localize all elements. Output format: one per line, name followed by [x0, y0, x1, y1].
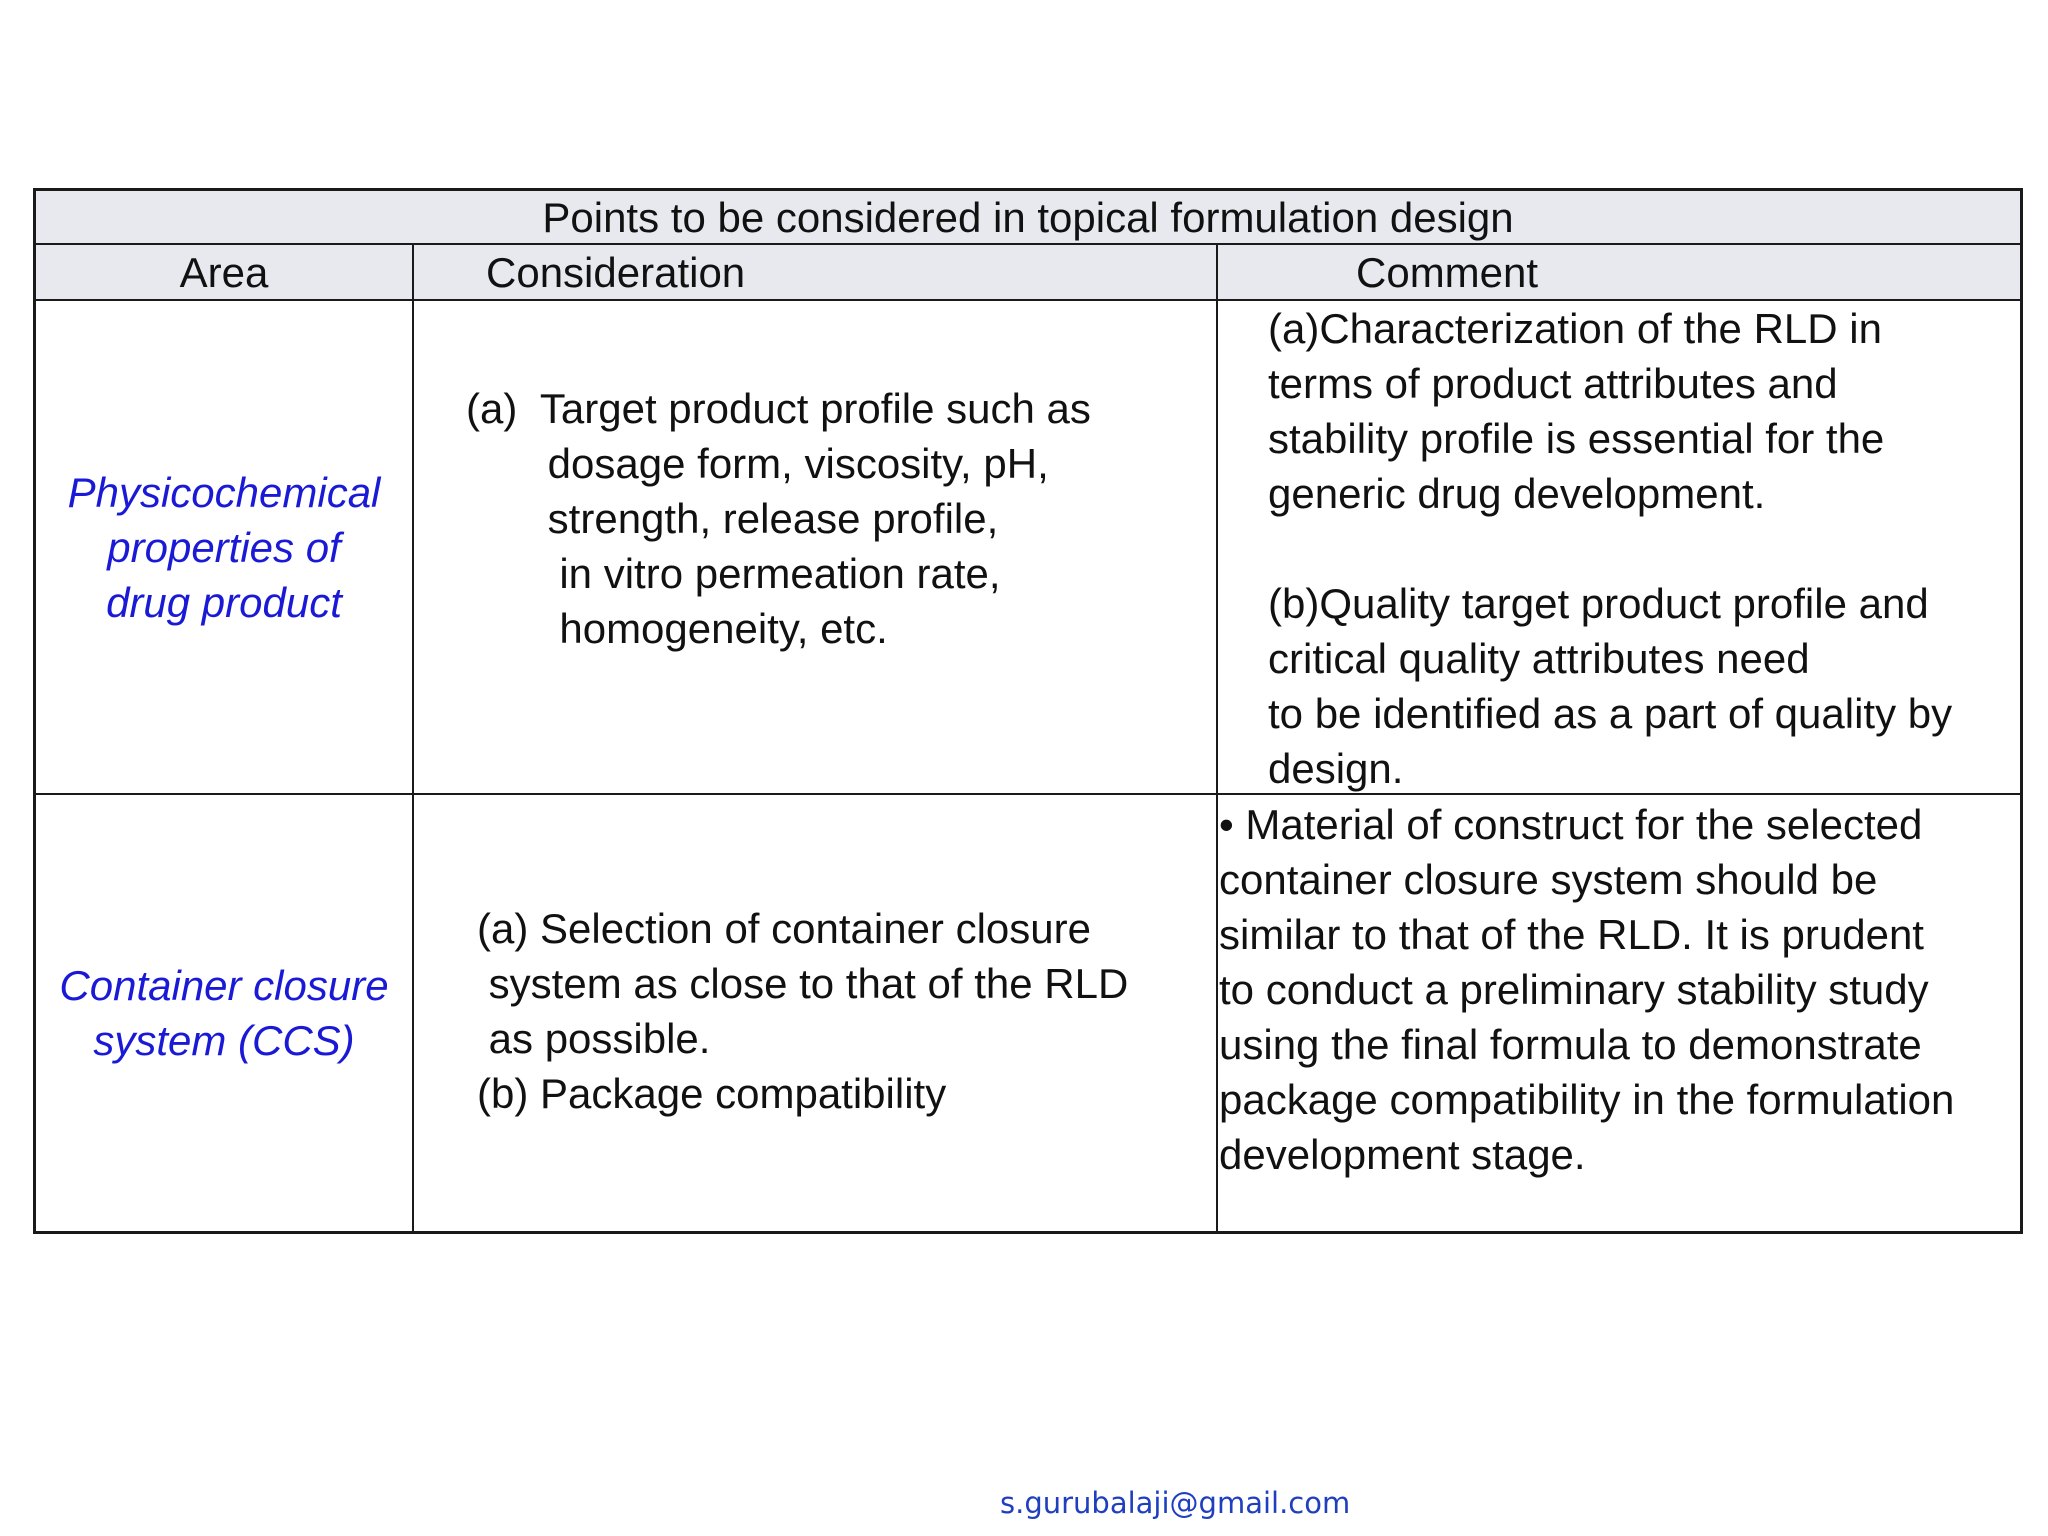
- formulation-table: [33, 188, 2023, 1234]
- column-divider-1: [412, 245, 414, 1231]
- header-consideration: Consideration: [412, 245, 1216, 301]
- header-comment: Comment: [1216, 245, 2020, 301]
- row-1-consideration: (a) Target product profile such as dosage form, viscosity, pH, strength, release profile, in vitro permeation rate, homogeneity, etc.: [466, 385, 1091, 652]
- row-2-comment: • Material of construct for the selected container closure system should be similar to that of the RLD. It is prudent to conduct a preliminary stability study using the final formula to demonstrate package compatibility in the formulation development stage.: [1219, 801, 1955, 1178]
- header-area: Area: [36, 245, 412, 301]
- column-divider-2: [1216, 245, 1218, 1231]
- row-2-area: Container closure system (CCS): [59, 962, 389, 1064]
- table-title: Points to be considered in topical formulation design: [36, 191, 2020, 245]
- row-1-area: Physicochemical properties of drug product: [67, 468, 381, 626]
- row-2-consideration: (a) Selection of container closure system as close to that of the RLD as possible. (b) Package compatibility: [477, 905, 1129, 1117]
- footer-email: s.gurubalaji@gmail.com: [1000, 1486, 1351, 1520]
- row-1-comment: (a)Characterization of the RLD in terms of product attributes and stability profile is essential for the generic drug development. (b)Quality target product profile and critical quality attributes need to be identified as a part of quality by design.: [1268, 305, 1953, 792]
